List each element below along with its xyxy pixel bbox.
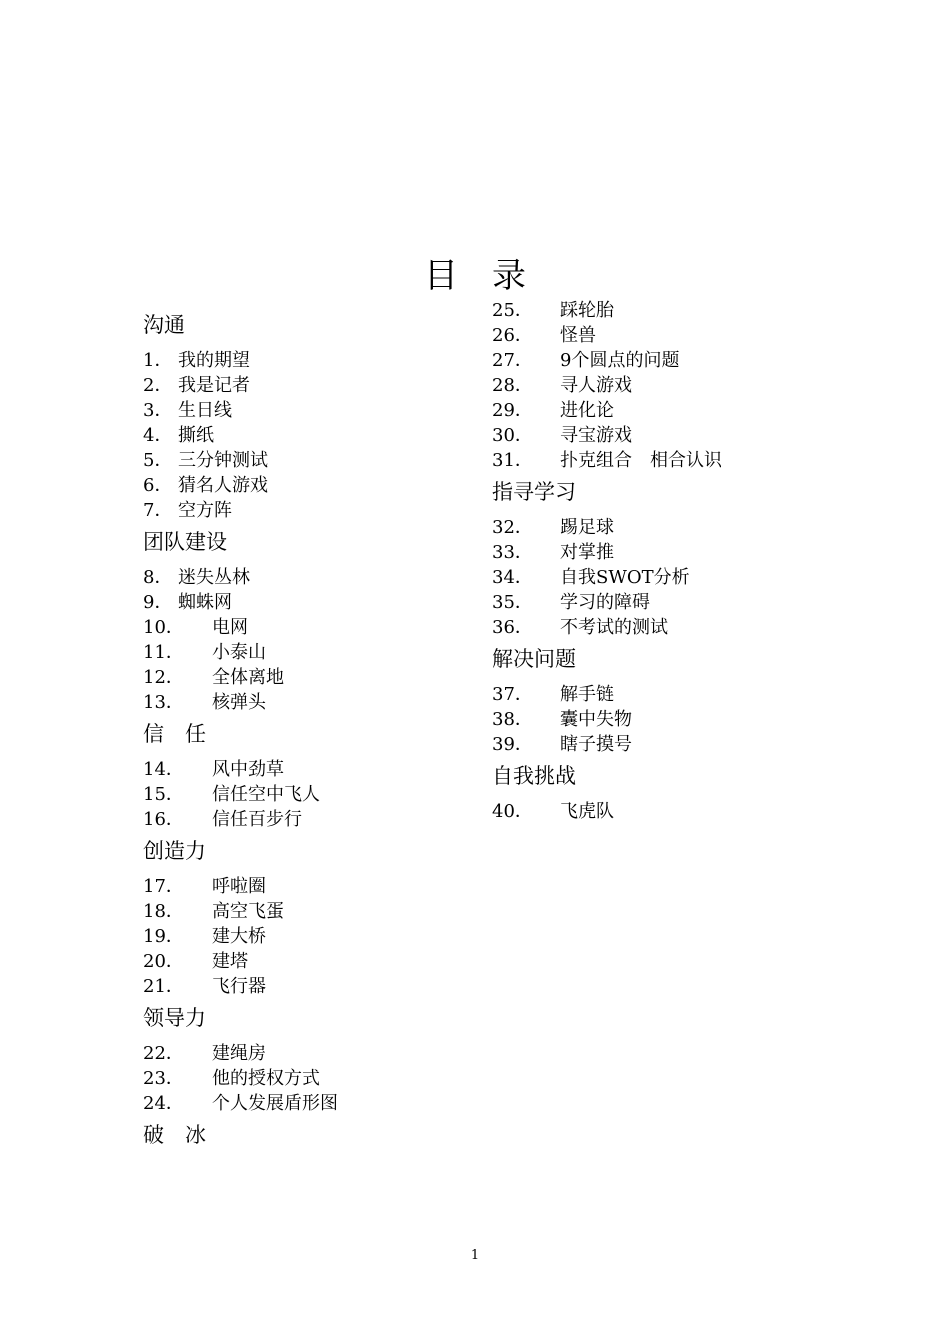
toc-entry-number: 21． bbox=[143, 976, 184, 997]
toc-entry-title: 猜名人游戏 bbox=[178, 475, 268, 496]
toc-entry-title: 怪兽 bbox=[560, 325, 596, 346]
toc-right-column bbox=[492, 298, 822, 824]
toc-entry[interactable] bbox=[143, 949, 473, 974]
toc-entry-title: 对掌推 bbox=[560, 542, 614, 563]
toc-entry-title: 囊中失物 bbox=[560, 709, 632, 730]
toc-entry-title: 信任空中飞人 bbox=[212, 784, 320, 805]
toc-entry-number: 28． bbox=[492, 375, 533, 396]
toc-entry-title: 不考试的测试 bbox=[560, 617, 668, 638]
page-number: 1 bbox=[470, 1248, 480, 1263]
toc-entry[interactable] bbox=[492, 298, 822, 323]
section-heading: 指寻学习 bbox=[492, 480, 576, 504]
toc-entry-title: 建大桥 bbox=[212, 926, 266, 947]
toc-entry-title: 高空飞蛋 bbox=[212, 901, 284, 922]
toc-entry-number: 33． bbox=[492, 542, 533, 563]
toc-entry-title: 解手链 bbox=[560, 684, 614, 705]
toc-entry[interactable] bbox=[492, 565, 822, 590]
toc-entry-number: 17． bbox=[143, 876, 184, 897]
toc-entry-title: 呼啦圈 bbox=[212, 876, 266, 897]
toc-entry-number: 34． bbox=[492, 567, 533, 588]
toc-entry[interactable] bbox=[143, 807, 473, 832]
toc-entry-title: 电网 bbox=[212, 617, 248, 638]
toc-entry-title: 空方阵 bbox=[178, 500, 232, 521]
toc-entry[interactable] bbox=[143, 782, 473, 807]
toc-entry[interactable] bbox=[143, 1041, 473, 1066]
toc-entry-number: 2． bbox=[143, 375, 173, 396]
toc-entry[interactable] bbox=[492, 348, 822, 373]
section-heading: 创造力 bbox=[143, 839, 206, 863]
toc-entry-number: 16． bbox=[143, 809, 184, 830]
toc-entry[interactable] bbox=[143, 448, 473, 473]
toc-left-column bbox=[143, 306, 473, 1158]
toc-entry-number: 15． bbox=[143, 784, 184, 805]
toc-entry-number: 10． bbox=[143, 617, 184, 638]
toc-entry-title: 全体离地 bbox=[212, 667, 284, 688]
toc-entry-title: 小泰山 bbox=[212, 642, 266, 663]
toc-entry-number: 22． bbox=[143, 1043, 184, 1064]
toc-entry-title: 寻宝游戏 bbox=[560, 425, 632, 446]
toc-entry-title: 撕纸 bbox=[178, 425, 214, 446]
section-heading: 沟通 bbox=[143, 313, 185, 337]
toc-entry[interactable] bbox=[143, 974, 473, 999]
toc-entry[interactable] bbox=[143, 640, 473, 665]
toc-entry-title: 建塔 bbox=[212, 951, 248, 972]
toc-entry-number: 7． bbox=[143, 500, 173, 521]
toc-entry[interactable] bbox=[492, 615, 822, 640]
toc-entry[interactable] bbox=[492, 448, 822, 473]
toc-entry[interactable] bbox=[143, 565, 473, 590]
toc-entry-title: 我是记者 bbox=[178, 375, 250, 396]
section-heading: 解决问题 bbox=[492, 647, 576, 671]
toc-entry-title: 踩轮胎 bbox=[560, 300, 614, 321]
toc-entry-number: 25． bbox=[492, 300, 533, 321]
section-heading: 破 冰 bbox=[143, 1123, 206, 1147]
toc-entry-number: 6． bbox=[143, 475, 173, 496]
toc-entry-title: 自我SWOT分析 bbox=[560, 567, 690, 588]
toc-entry-title: 生日线 bbox=[178, 400, 232, 421]
toc-entry-number: 32． bbox=[492, 517, 533, 538]
toc-entry[interactable] bbox=[143, 665, 473, 690]
toc-entry-number: 9． bbox=[143, 592, 173, 613]
toc-entry[interactable] bbox=[143, 874, 473, 899]
toc-entry-number: 29． bbox=[492, 400, 533, 421]
toc-entry[interactable] bbox=[492, 323, 822, 348]
toc-entry[interactable] bbox=[143, 615, 473, 640]
toc-entry-number: 35． bbox=[492, 592, 533, 613]
toc-entry-title: 风中劲草 bbox=[212, 759, 284, 780]
toc-entry-title: 9个圆点的问题 bbox=[560, 350, 680, 371]
toc-entry[interactable] bbox=[492, 590, 822, 615]
toc-entry-number: 18． bbox=[143, 901, 184, 922]
section-heading: 信 任 bbox=[143, 722, 206, 746]
toc-entry[interactable] bbox=[492, 799, 822, 824]
toc-entry-number: 13． bbox=[143, 692, 184, 713]
toc-entry[interactable] bbox=[143, 690, 473, 715]
toc-entry-number: 36． bbox=[492, 617, 533, 638]
toc-entry-title: 他的授权方式 bbox=[212, 1068, 320, 1089]
toc-entry-title: 寻人游戏 bbox=[560, 375, 632, 396]
toc-entry[interactable] bbox=[143, 924, 473, 949]
toc-entry-number: 11． bbox=[143, 642, 184, 663]
section-heading: 团队建设 bbox=[143, 530, 227, 554]
toc-entry-number: 37． bbox=[492, 684, 533, 705]
toc-entry[interactable] bbox=[492, 398, 822, 423]
toc-entry-number: 40． bbox=[492, 801, 533, 822]
toc-entry[interactable] bbox=[143, 498, 473, 523]
toc-entry-title: 扑克组合 相合认识 bbox=[560, 450, 722, 471]
toc-entry[interactable] bbox=[143, 1066, 473, 1091]
toc-entry[interactable] bbox=[143, 590, 473, 615]
toc-entry-title: 学习的障碍 bbox=[560, 592, 650, 613]
toc-entry-title: 踢足球 bbox=[560, 517, 614, 538]
toc-entry[interactable] bbox=[492, 373, 822, 398]
toc-entry-number: 20． bbox=[143, 951, 184, 972]
toc-entry-number: 38． bbox=[492, 709, 533, 730]
section-heading: 自我挑战 bbox=[492, 764, 576, 788]
section-heading: 领导力 bbox=[143, 1006, 206, 1030]
toc-entry[interactable] bbox=[143, 757, 473, 782]
toc-entry-title: 建绳房 bbox=[212, 1043, 266, 1064]
toc-entry-number: 1． bbox=[143, 350, 173, 371]
toc-entry-title: 信任百步行 bbox=[212, 809, 302, 830]
toc-entry[interactable] bbox=[492, 423, 822, 448]
toc-entry-number: 30． bbox=[492, 425, 533, 446]
toc-entry[interactable] bbox=[143, 423, 473, 448]
toc-entry-title: 迷失丛林 bbox=[178, 567, 250, 588]
toc-entry-title: 进化论 bbox=[560, 400, 614, 421]
toc-entry-title: 三分钟测试 bbox=[178, 450, 268, 471]
toc-entry-title: 核弹头 bbox=[212, 692, 266, 713]
toc-entry-title: 蜘蛛网 bbox=[178, 592, 232, 613]
toc-entry-number: 5． bbox=[143, 450, 173, 471]
toc-entry-number: 23． bbox=[143, 1068, 184, 1089]
toc-entry-number: 12． bbox=[143, 667, 184, 688]
toc-entry[interactable] bbox=[492, 682, 822, 707]
toc-entry-number: 14． bbox=[143, 759, 184, 780]
toc-entry-title: 瞎子摸号 bbox=[560, 734, 632, 755]
toc-entry[interactable] bbox=[143, 1091, 473, 1116]
toc-entry[interactable] bbox=[492, 732, 822, 757]
toc-entry[interactable] bbox=[492, 707, 822, 732]
toc-title: 目 录 bbox=[424, 256, 526, 296]
toc-entry[interactable] bbox=[143, 473, 473, 498]
toc-entry-number: 26． bbox=[492, 325, 533, 346]
toc-entry-title: 飞行器 bbox=[212, 976, 266, 997]
toc-entry[interactable] bbox=[143, 398, 473, 423]
toc-entry[interactable] bbox=[143, 899, 473, 924]
toc-entry-number: 8． bbox=[143, 567, 173, 588]
toc-entry-number: 4． bbox=[143, 425, 173, 446]
toc-entry-number: 24． bbox=[143, 1093, 184, 1114]
toc-entry-number: 27． bbox=[492, 350, 533, 371]
toc-entry[interactable] bbox=[492, 540, 822, 565]
toc-entry-number: 39． bbox=[492, 734, 533, 755]
toc-entry[interactable] bbox=[143, 373, 473, 398]
toc-entry-title: 飞虎队 bbox=[560, 801, 614, 822]
toc-entry-title: 个人发展盾形图 bbox=[212, 1093, 338, 1114]
toc-entry-title: 我的期望 bbox=[178, 350, 250, 371]
toc-entry[interactable] bbox=[143, 348, 473, 373]
toc-entry-number: 31． bbox=[492, 450, 533, 471]
toc-entry-number: 19． bbox=[143, 926, 184, 947]
toc-entry-number: 3． bbox=[143, 400, 173, 421]
toc-entry[interactable] bbox=[492, 515, 822, 540]
